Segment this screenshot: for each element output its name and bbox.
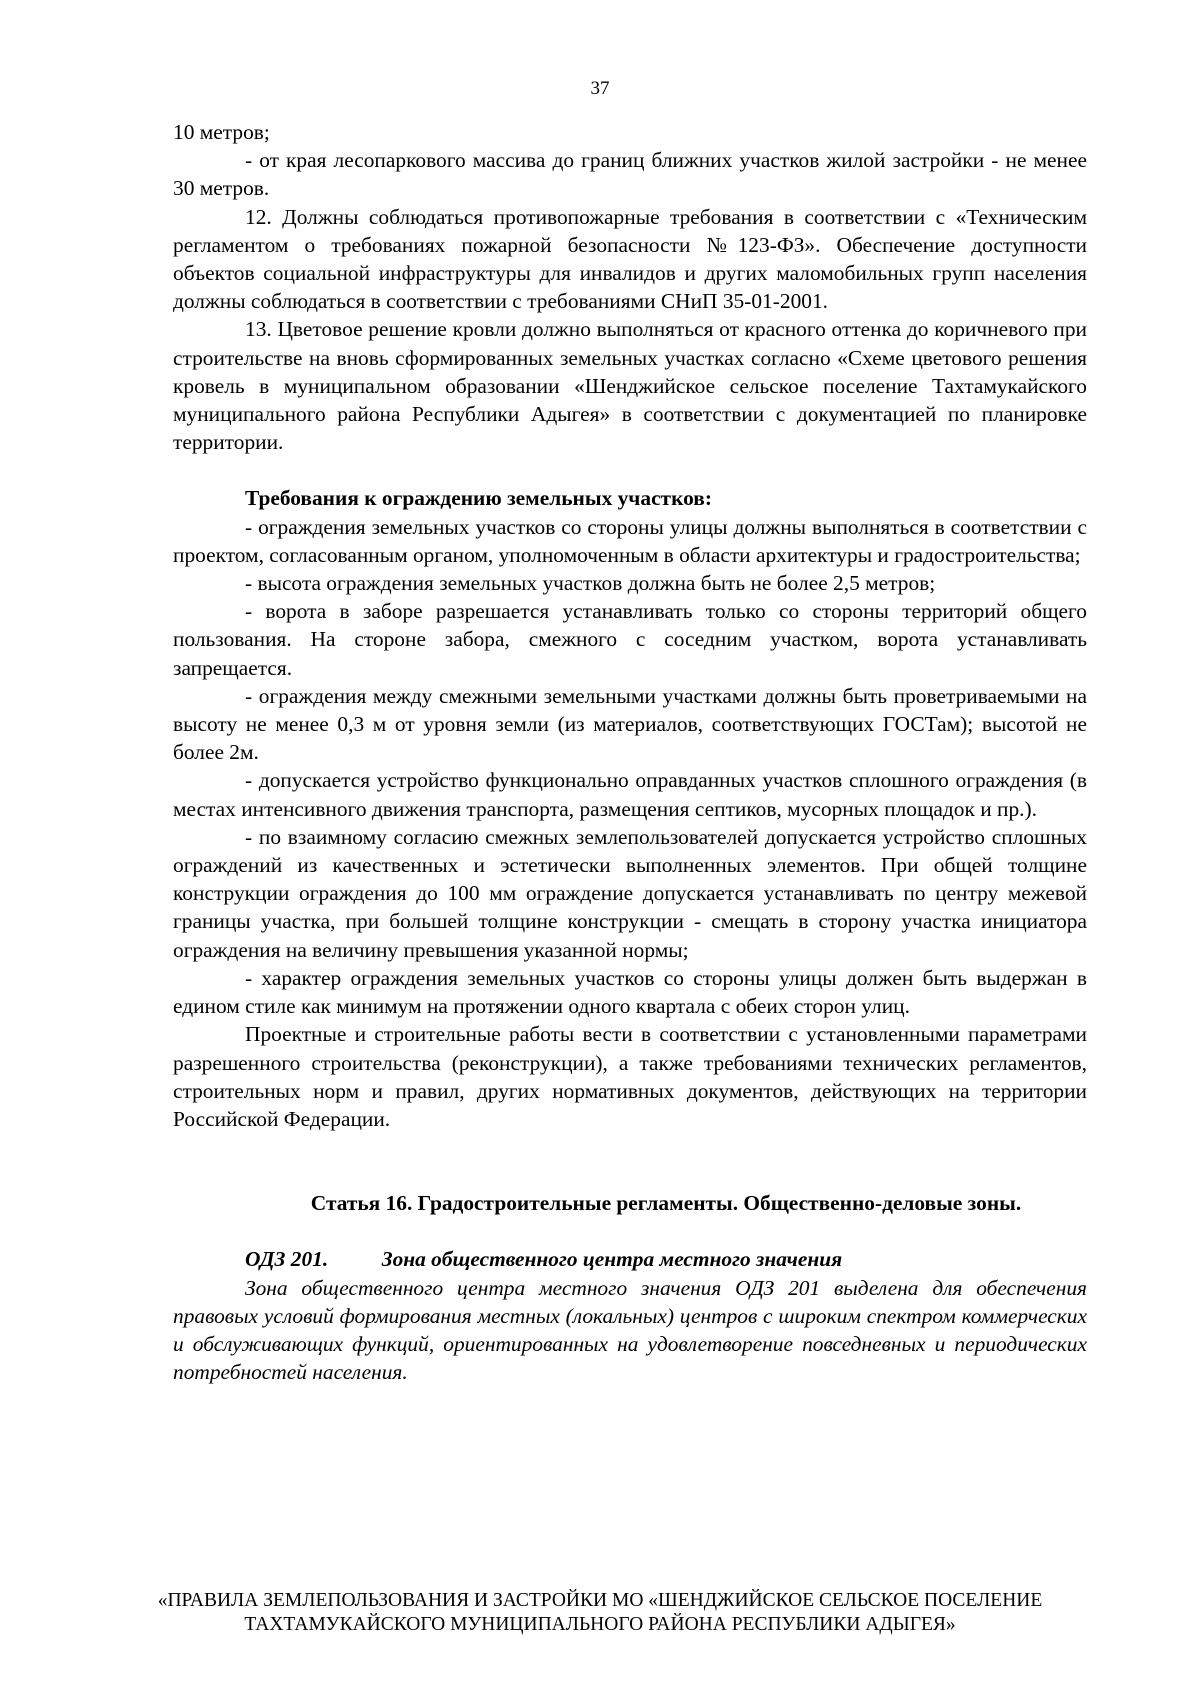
zone-title: Зона общественного центра местного значения [381, 1247, 843, 1272]
paragraph: Проектные и строительные работы вести в соответствии с установленными параметрами разрешенного строительства (реконструкции), а также требованиями технических регламентов, строительных норм и правил, других нормативных документов, действующих на территории Российской Федерации. [173, 1022, 1087, 1131]
list-item: - ограждения между смежными земельными участками должны быть проветриваемыми на высоту не менее 0,3 м от уровня земли (из материалов, соответствующих ГОСТам); высотой не более 2м. [173, 683, 1087, 765]
footer-line-1: «ПРАВИЛА ЗЕМЛЕПОЛЬЗОВАНИЯ И ЗАСТРОЙКИ МО «ШЕНДЖИЙСКОЕ СЕЛЬСКОЕ ПОСЕЛЕНИЕ [157, 1590, 1043, 1611]
paragraph: 13. Цветовое решение кровли должно выполняться от красного оттенка до коричневого при строительстве на вновь сформированных земельных участках согласно «Схеме цветового решения кровель в муниципальном образовании «Шенджийское сельское поселение Тахтамукайского муниципального района Республики Адыгея» в соответствии с документацией по планировке территории. [173, 317, 1087, 455]
zone-code: ОДЗ 201. [245, 1247, 329, 1272]
list-item: - по взаимному согласию смежных землепользователей допускается устройство сплошных ограждений из качественных и эстетически выполненных элементов. При общей толщине конструкции ограждения до 100 мм ограждение допускается устанавливать по центру межевой границы участка, при большей толщине конструкции - смещать в сторону участка инициатора ограждения на величину превышения указанной нормы; [173, 824, 1087, 962]
footer-line-2: ТАХТАМУКАЙСКОГО МУНИЦИПАЛЬНОГО РАЙОНА РЕСПУБЛИКИ АДЫГЕЯ» [244, 1614, 956, 1635]
section-heading: Требования к ограждению земельных участков: [245, 486, 712, 511]
paragraph: 10 метров; [173, 120, 270, 144]
list-item: - ограждения земельных участков со стороны улицы должны выполняться в соответствии с проектом, согласованным органом, уполномоченным в области архитектуры и градостроительства; [173, 514, 1087, 567]
list-item: - ворота в заборе разрешается устанавливать только со стороны территорий общего пользования. На стороне забора, смежного с соседним участком, ворота устанавливать запрещается. [173, 599, 1087, 680]
list-item: - высота ограждения земельных участков должна быть не более 2,5 метров; [245, 571, 936, 596]
page-number: 37 [590, 78, 610, 99]
paragraph: - от края лесопаркового массива до границ ближних участков жилой застройки - не менее 30 метров. [173, 148, 1087, 201]
article-heading: Статья 16. Градостроительные регламенты. Общественно-деловые зоны. [310, 1191, 1022, 1216]
list-item: - характер ограждения земельных участков со стороны улицы должен быть выдержан в едином стиле как минимум на протяжении одного квартала с обеих сторон улиц. [173, 965, 1087, 1019]
list-item: - допускается устройство функционально оправданных участков сплошного ограждения (в местах интенсивного движения транспорта, размещения септиков, мусорных площадок и пр.). [173, 768, 1087, 821]
paragraph: 12. Должны соблюдаться противопожарные требования в соответствии с «Техническим регламентом о требованиях пожарной безопасности №123-ФЗ». Обеспечение доступности объектов социальной инфраструктуры для инвалидов и других маломобильных групп населения должны соблюдаться в соответствии с требованиями СНиП 35-01-2001. [173, 204, 1087, 314]
document-body [173, 118, 1087, 1386]
footer [0, 1589, 1200, 1637]
zone-description: Зона общественного центра местного значения ОДЗ 201 выделена для обеспечения правовых условий формирования местных (локальных) центров с широким спектром коммерческих и обслуживающих функций, ориентированных на удовлетворение повседневных и периодических потребностей населения. [173, 1275, 1087, 1385]
zone-heading [173, 1245, 1087, 1273]
